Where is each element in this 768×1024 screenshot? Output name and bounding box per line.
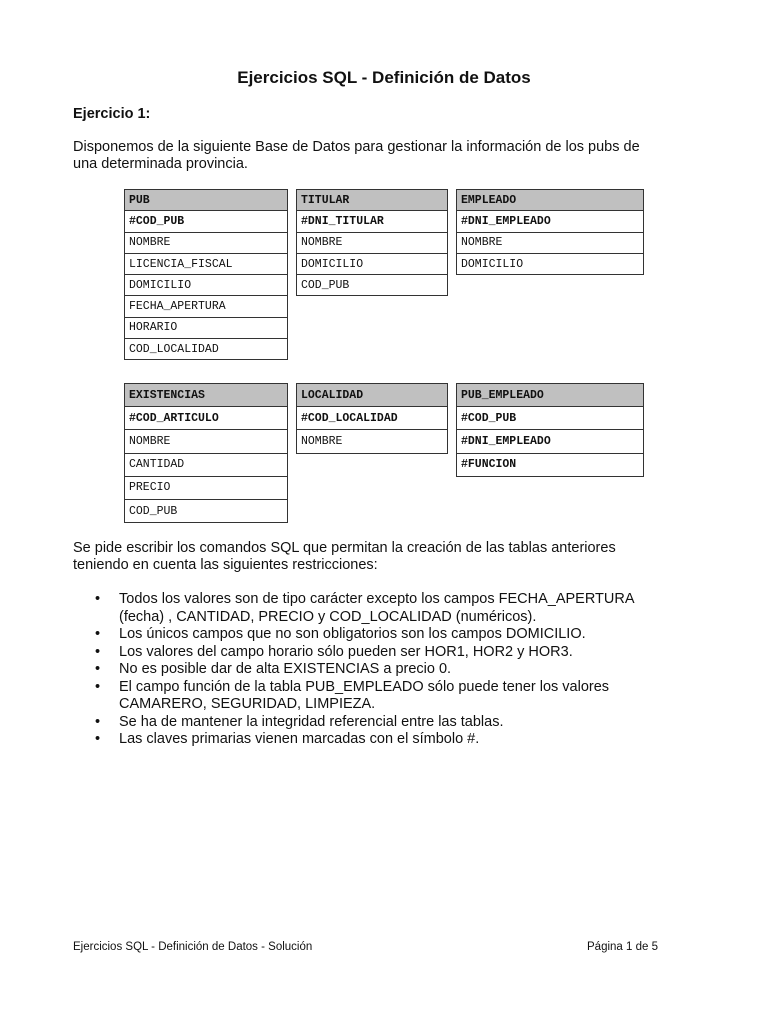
primary-key-row-cell: #FUNCION [457,453,644,476]
field-row [125,253,288,274]
restriction-line: Los valores del campo horario sólo pueden ser HOR1, HOR2 y HOR3. [119,643,573,660]
primary-key-row [125,407,288,430]
primary-key-row-cell: #COD_PUB [125,211,288,232]
primary-key-row [457,453,644,476]
intro-line: Disponemos de la siguiente Base de Datos para gestionar la información de los pubs de [73,139,640,155]
field-row-cell: LICENCIA_FISCAL [125,253,288,274]
table-header [297,190,448,211]
field-row-cell: PRECIO [125,476,288,499]
table-empleado [456,189,644,275]
restriction-item [73,714,713,732]
restriction-line: Todos los valores son de tipo carácter excepto los campos FECHA_APERTURA [119,591,635,607]
field-row-cell: COD_PUB [125,499,288,522]
field-row-cell: NOMBRE [297,430,448,453]
restriction-item [73,679,713,714]
field-row-cell: DOMICILIO [457,253,644,274]
field-row [297,275,448,296]
field-row [125,275,288,296]
restriction-item [73,591,713,626]
table-pub-empleado [456,383,644,477]
primary-key-row-cell: #COD_LOCALIDAD [297,407,448,430]
field-row-cell: NOMBRE [125,232,288,253]
field-row-cell: COD_PUB [297,275,448,296]
restriction-item [73,626,713,644]
bullet-icon: • [95,661,101,677]
primary-key-row [457,430,644,453]
primary-key-row [297,211,448,232]
request-paragraph [73,540,693,574]
table-header-cell: TITULAR [297,190,448,211]
intro-line: una determinada provincia. [73,156,248,172]
restriction-line: No es posible dar de alta EXISTENCIAS a precio 0. [119,661,452,677]
field-row-cell: CANTIDAD [125,453,288,476]
field-row [457,232,644,253]
restriction-item [73,644,713,662]
field-row-cell: DOMICILIO [125,275,288,296]
field-row [125,499,288,522]
bullet-icon: • [95,678,101,695]
field-row [125,430,288,453]
table-header-cell: PUB_EMPLEADO [457,384,644,407]
primary-key-row [125,211,288,232]
restriction-item [73,661,713,679]
field-row-cell: FECHA_APERTURA [125,296,288,317]
field-row [125,476,288,499]
restriction-line: Se ha de mantener la integridad referencial entre las tablas. [119,713,504,730]
bullet-icon: • [95,643,101,660]
table-pub [124,189,288,360]
restriction-line: Las claves primarias vienen marcadas con el símbolo #. [119,731,480,747]
primary-key-row-cell: #DNI_EMPLEADO [457,211,644,232]
primary-key-row [297,407,448,430]
field-row-cell: HORARIO [125,317,288,338]
bullet-icon: • [95,626,101,642]
primary-key-row-cell: #COD_ARTICULO [125,407,288,430]
page-title: Ejercicios SQL - Definición de Datos [237,68,531,87]
table-header [125,190,288,211]
field-row [125,232,288,253]
field-row [125,296,288,317]
restriction-line: CAMARERO, SEGURIDAD, LIMPIEZA. [119,696,376,712]
restriction-line: El campo función de la tabla PUB_EMPLEADO sólo puede tener los valores [119,678,610,695]
restriction-line: (fecha) , CANTIDAD, PRECIO y COD_LOCALIDAD (numéricos). [119,608,537,625]
exercise-heading: Ejercicio 1: [73,106,151,122]
table-titular [296,189,448,296]
primary-key-row [457,211,644,232]
table-header-cell: EXISTENCIAS [125,384,288,407]
table-header-cell: EMPLEADO [457,190,644,211]
bullet-icon: • [95,591,101,607]
field-row-cell: NOMBRE [457,232,644,253]
table-header-cell: LOCALIDAD [297,384,448,407]
restrictions-list [73,591,713,749]
primary-key-row [457,407,644,430]
table-header-cell: PUB [125,190,288,211]
field-row-cell: NOMBRE [297,232,448,253]
restriction-item [73,731,713,749]
field-row [297,232,448,253]
footer-document-title: Ejercicios SQL - Definición de Datos - Solución [73,941,313,953]
table-existencias [124,383,288,523]
restriction-line: Los únicos campos que no son obligatorios son los campos DOMICILIO. [119,626,586,642]
table-header [457,384,644,407]
table-localidad [296,383,448,454]
field-row-cell: NOMBRE [125,430,288,453]
field-row [457,253,644,274]
field-row [125,317,288,338]
field-row [297,253,448,274]
field-row [297,430,448,453]
primary-key-row-cell: #DNI_TITULAR [297,211,448,232]
bullet-icon: • [95,713,101,730]
field-row [125,453,288,476]
table-header [297,384,448,407]
primary-key-row-cell: #DNI_EMPLEADO [457,430,644,453]
table-header [457,190,644,211]
table-header [125,384,288,407]
intro-paragraph [73,139,693,173]
field-row-cell: DOMICILIO [297,253,448,274]
request-line: teniendo en cuenta las siguientes restricciones: [73,557,378,573]
footer-page-number: Página 1 de 5 [587,941,658,953]
field-row-cell: COD_LOCALIDAD [125,339,288,360]
field-row [125,339,288,360]
bullet-icon: • [95,731,101,747]
primary-key-row-cell: #COD_PUB [457,407,644,430]
request-line: Se pide escribir los comandos SQL que permitan la creación de las tablas anteriores [73,540,616,556]
